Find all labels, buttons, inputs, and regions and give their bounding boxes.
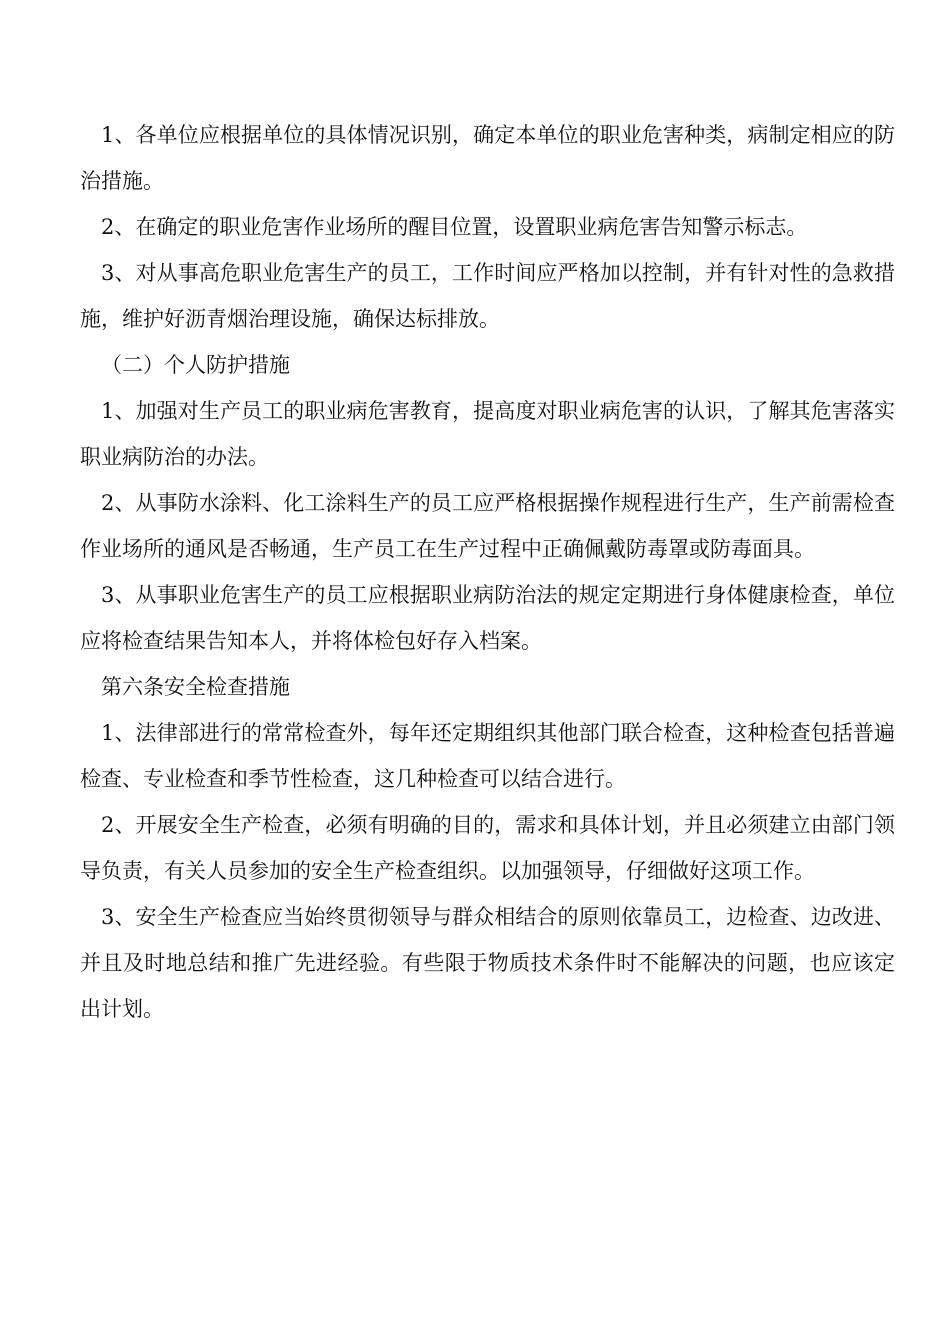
paragraph-7: 1、法律部进行的常常检查外，每年还定期组织其他部门联合检查，这种检查包括普遍检查、专业检查和季节性检查，这几种检查可以结合进行。 [80,721,895,791]
paragraph-4: 1、加强对生产员工的职业病危害教育，提高度对职业病危害的认识，了解其危害落实职业病防治的办法。 [80,399,895,469]
paragraph-8: 2、开展安全生产检查，必须有明确的目的，需求和具体计划，并且必须建立由部门领导负责，有关人员参加的安全生产检查组织。以加强领导，仔细做好这项工作。 [80,813,895,883]
section-heading-personal-protection: （二）个人防护措施 [101,353,290,377]
paragraph-2: 2、在确定的职业危害作业场所的醒目位置，设置职业病危害告知警示标志。 [101,215,808,239]
document-body [80,112,895,1032]
paragraph-1: 1、各单位应根据单位的具体情况识别，确定本单位的职业危害种类，病制定相应的防治措施。 [80,123,895,193]
paragraph-6: 3、从事职业危害生产的员工应根据职业病防治法的规定定期进行身体健康检查，单位应将检查结果告知本人，并将体检包好存入档案。 [80,583,895,653]
paragraph-5: 2、从事防水涂料、化工涂料生产的员工应严格根据操作规程进行生产，生产前需检查作业场所的通风是否畅通，生产员工在生产过程中正确佩戴防毒罩或防毒面具。 [80,491,895,561]
paragraph-3: 3、对从事高危职业危害生产的员工，工作时间应严格加以控制，并有针对性的急救措施，维护好沥青烟治理设施，确保达标排放。 [80,261,895,331]
paragraph-9: 3、安全生产检查应当始终贯彻领导与群众相结合的原则依靠员工，边检查、边改进、并且及时地总结和推广先进经验。有些限于物质技术条件时不能解决的问题，也应该定出计划。 [80,905,895,1021]
section-heading-safety-inspection: 第六条安全检查措施 [101,675,290,699]
